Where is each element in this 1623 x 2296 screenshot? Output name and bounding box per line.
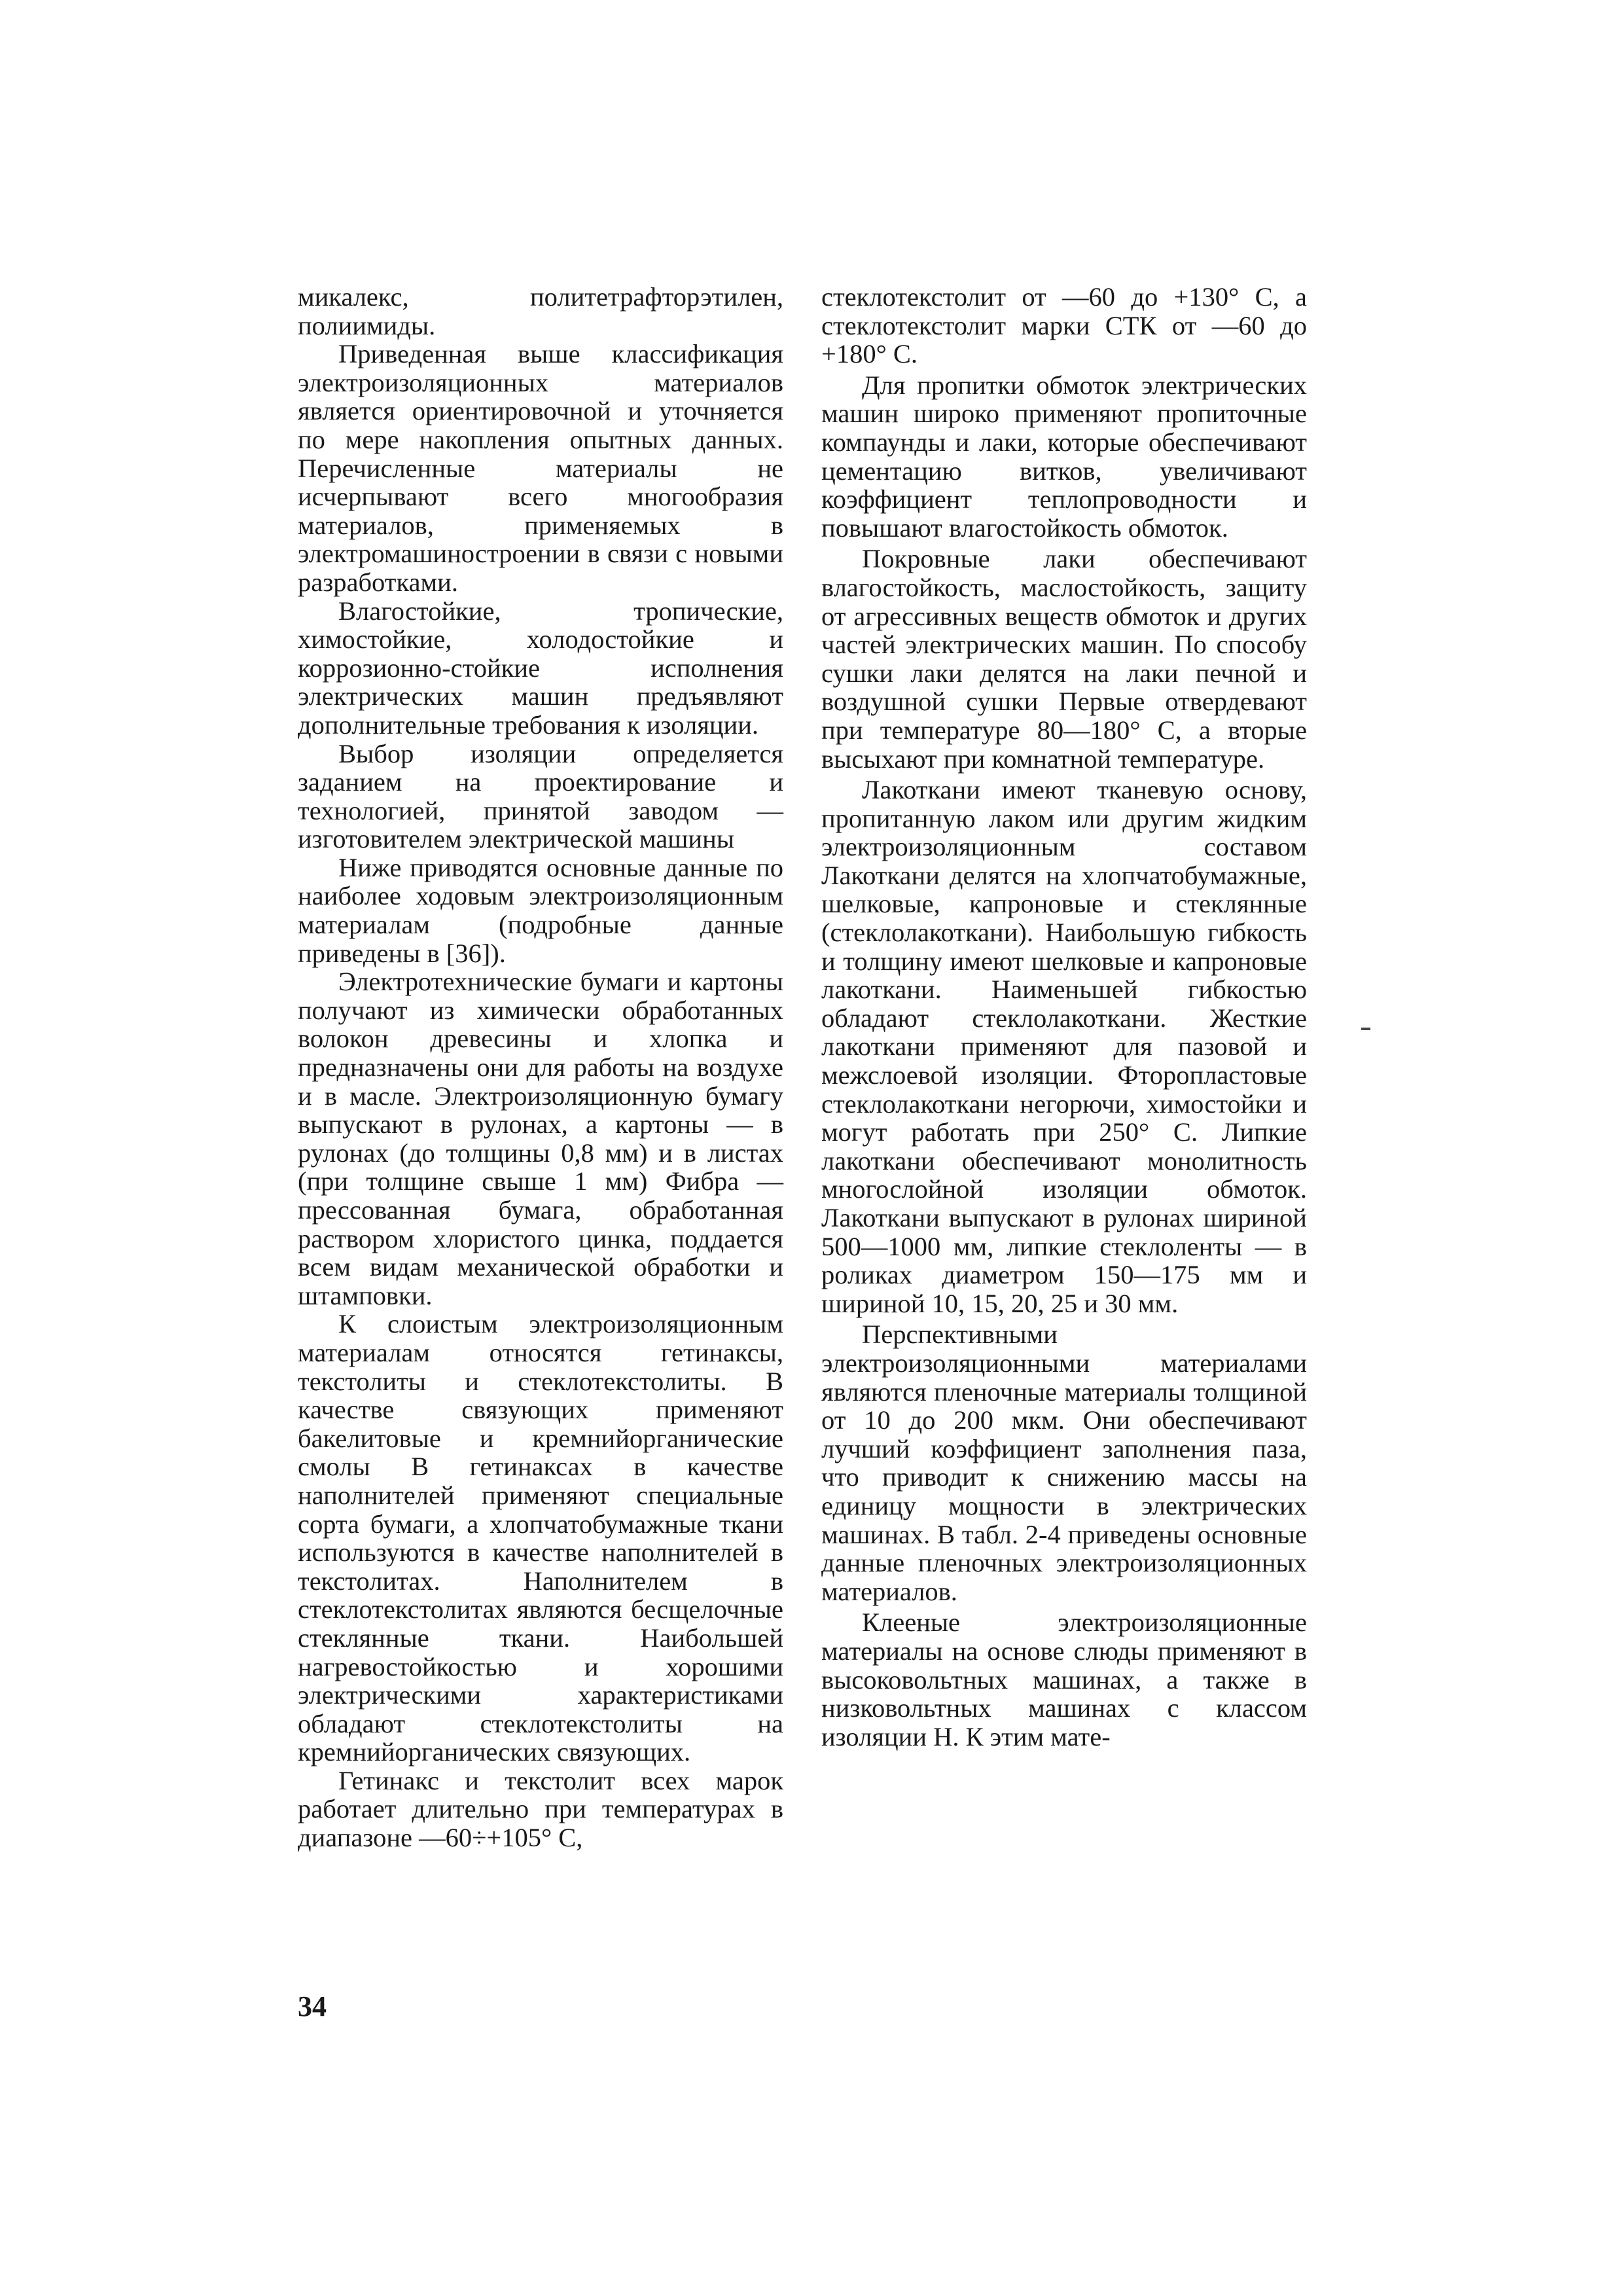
paragraph-impregnation: Для пропитки обмоток электрических машин широко применяют пропиточные компаунды и лаки, которые обеспечивают цементацию витков, увеличивают коэффициент теплопроводности и повышают влагостойкость обмоток.	[821, 370, 1307, 543]
paragraph-insulation-choice: Выбор изоляции определяется заданием на проектирование и технологией, принятой заводом — изготовителем электрической машины	[298, 738, 783, 854]
margin-mark	[1361, 1028, 1370, 1030]
paragraph-getinaks-textolite: Гетинакс и текстолит всех марок работает длительно при температурах в диапазоне —60÷+105° С,	[298, 1765, 783, 1853]
paragraph-climate-versions: Влагостойкие, тропические, химостойкие, холодостойкие и коррозионно-стойкие исполнения электрических машин предъявляют дополнительные требования к изоляции.	[298, 596, 783, 740]
paragraph-continuation: микалекс, политетрафторэтилен, полиимиды.	[298, 282, 783, 340]
paragraph-coating-varnishes: Покровные лаки обеспечивают влагостойкость, маслостойкость, защиту от агрессивных веществ обмоток и других частей электрических машин. По способу сушки лаки делятся на лаки печной и воздушной сушки Первые отвердевают при температуре 80—180° С, а вторые высыхают при комнатной температуре.	[821, 544, 1307, 774]
left-text-column	[298, 283, 783, 1852]
paragraph-film-materials: Перспективными электроизоляционными материалами являются пленочные материалы толщиной от 10 до 200 мкм. Они обеспечивают лучший коэффициент заполнения паза, что приводит к снижению массы на единицу мощности в электрических машинах. В табл. 2-4 приведены основные данные пленочных электроизоляционных материалов.	[821, 1319, 1307, 1606]
paragraph-laminates: К слоистым электроизоляционным материалам относятся гетинаксы, текстолиты и стеклотекстолиты. В качестве связующих применяют бакелитовые и кремнийорганические смолы В гетинаксах в качестве наполнителей применяют специальные сорта бумаги, а хлопчатобумажные ткани используются в качестве наполнителей в текстолитах. Наполнителем в стеклотекстолитах являются бесщелочные стеклянные ткани. Наибольшей нагревостойкостью и хорошими электрическими характеристиками обладают стеклотекстолиты на кремнийорганических связующих.	[298, 1309, 783, 1767]
paragraph-fiberglass-temps: стеклотекстолит от —60 до +130° С, а стеклотекстолит марки СТК от —60 до +180° С.	[821, 282, 1307, 369]
paragraph-papers-boards: Электротехнические бумаги и картоны получают из химически обработанных волокон древесины и хлопка и предназначены они для работы на воздухе и в масле. Электроизоляционную бумагу выпускают в рулонах, а картоны — в рулонах (до толщины 0,8 мм) и в листах (при толщине свыше 1 мм) Фибра — прессованная бумага, обработанная раствором хлористого цинка, поддается всем видам механической обработки и штамповки.	[298, 967, 783, 1310]
page-number: 34	[298, 1990, 327, 2022]
right-text-column	[821, 283, 1307, 1751]
paragraph-mica-materials: Клееные электроизоляционные материалы на основе слюды применяют в высоковольтных машинах, а также в низковольтных машинах с классом изоляции Н. К этим мате-	[821, 1607, 1307, 1751]
paragraph-varnished-cloths: Лакоткани имеют тканевую основу, пропитанную лаком или другим жидким электроизоляционным составом Лакоткани делятся на хлопчатобумажные, шелковые, капроновые и стеклянные (стеклолакоткани). Наибольшую гибкость и толщину имеют шелковые и капроновые лакоткани. Наименьшей гибкостью обладают стеклолакоткани. Жесткие лакоткани применяют для пазовой и межслоевой изоляции. Фторопластовые стеклолакоткани негорючи, химостойки и могут работать при 250° С. Липкие лакоткани обеспечивают монолитность многослойной изоляции обмоток. Лакоткани выпускают в рулонах шириной 500—1000 мм, липкие стеклоленты — в роликах диаметром 150—175 мм и шириной 10, 15, 20, 25 и 30 мм.	[821, 775, 1307, 1318]
paragraph-main-data-intro: Ниже приводятся основные данные по наиболее ходовым электроизоляционным материалам (подробные данные приведены в [36]).	[298, 852, 783, 968]
paragraph-classification: Приведенная выше классификация электроизоляционных материалов является ориентировочной и уточняется по мере накопления опытных данных. Перечисленные материалы не исчерпывают всего многообразия материалов, применяемых в электромашиностроении в связи с новыми разработками.	[298, 339, 783, 597]
